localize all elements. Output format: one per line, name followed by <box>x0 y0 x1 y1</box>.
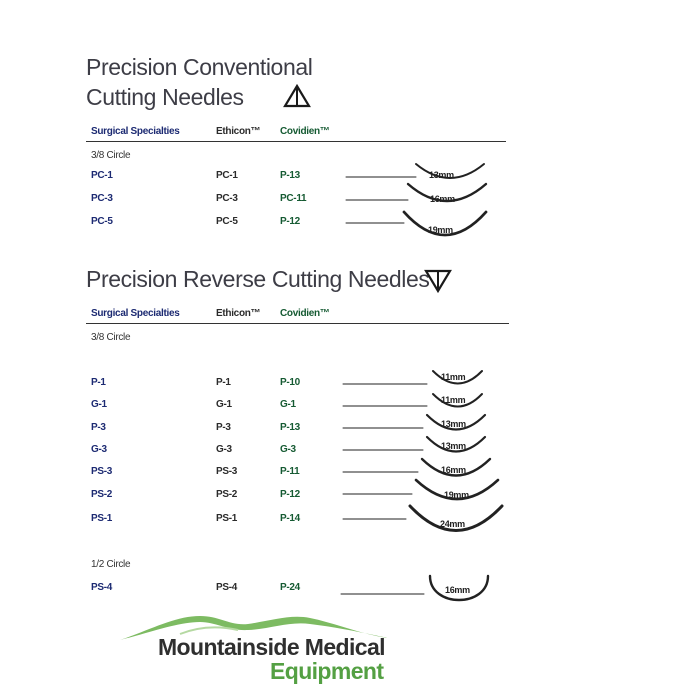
conventional-title-line1: Precision Conventional <box>86 54 313 80</box>
needle-size-label: 16mm <box>445 585 470 595</box>
specialty-cell: PC-5 <box>91 216 113 227</box>
col-header-specialty: Surgical Specialties <box>91 126 180 137</box>
needle-size-label: 13mm <box>441 419 466 429</box>
covidien-cell: P-13 <box>280 422 300 433</box>
logo-text-sub: Equipment <box>270 658 384 684</box>
col-header-ethicon: Ethicon™ <box>216 308 261 319</box>
covidien-cell: P-24 <box>280 582 300 593</box>
ethicon-cell: PC-1 <box>216 170 238 181</box>
circle-type-label: 3/8 Circle <box>91 332 131 343</box>
specialty-cell: PC-1 <box>91 170 113 181</box>
specialty-cell: G-1 <box>91 399 107 410</box>
needle-diagram <box>346 164 484 178</box>
logo-text: Mountainside Medical <box>158 634 385 660</box>
needle-size-label: 16mm <box>441 465 466 475</box>
reverse-title: Precision Reverse Cutting Needles <box>86 266 430 292</box>
ethicon-cell: P-1 <box>216 377 231 388</box>
circle-type-label: 1/2 Circle <box>91 559 131 570</box>
specialty-cell: PS-1 <box>91 513 113 524</box>
needle-diagram <box>343 459 490 476</box>
specialty-cell: PC-3 <box>91 193 113 204</box>
specialty-cell: PS-2 <box>91 489 113 500</box>
ethicon-cell: PS-4 <box>216 582 238 593</box>
covidien-cell: P-11 <box>280 466 300 477</box>
col-header-specialty: Surgical Specialties <box>91 308 180 319</box>
covidien-cell: P-12 <box>280 489 300 500</box>
ethicon-cell: PC-3 <box>216 193 238 204</box>
covidien-cell: P-13 <box>280 170 300 181</box>
ethicon-cell: PS-2 <box>216 489 238 500</box>
col-header-covidien: Covidien™ <box>280 308 330 319</box>
covidien-cell: P-10 <box>280 377 300 388</box>
ethicon-cell: PS-1 <box>216 513 238 524</box>
needle-size-label: 24mm <box>440 519 465 529</box>
needle-size-label: 13mm <box>441 441 466 451</box>
needle-size-label: 11mm <box>441 395 466 405</box>
specialty-cell: P-1 <box>91 377 106 388</box>
specialty-cell: PS-4 <box>91 582 113 593</box>
specialty-cell: P-3 <box>91 422 106 433</box>
needle-size-label: 13mm <box>429 170 454 180</box>
conventional-title-line2: Cutting Needles <box>86 84 244 110</box>
needle-size-label: 19mm <box>428 225 453 235</box>
covidien-cell: PC-11 <box>280 193 307 204</box>
needle-size-label: 16mm <box>430 194 455 204</box>
needle-diagram <box>346 184 486 201</box>
specialty-cell: G-3 <box>91 444 107 455</box>
ethicon-cell: PC-5 <box>216 216 238 227</box>
ethicon-cell: G-1 <box>216 399 232 410</box>
ethicon-cell: G-3 <box>216 444 232 455</box>
covidien-cell: P-14 <box>280 513 300 524</box>
ethicon-cell: PS-3 <box>216 466 238 477</box>
needle-size-label: 19mm <box>444 490 469 500</box>
needle-size-label: 11mm <box>441 372 466 382</box>
col-header-covidien: Covidien™ <box>280 126 330 137</box>
covidien-cell: G-3 <box>280 444 296 455</box>
ethicon-cell: P-3 <box>216 422 231 433</box>
covidien-cell: P-12 <box>280 216 300 227</box>
needle-diagram <box>343 506 502 531</box>
specialty-cell: PS-3 <box>91 466 113 477</box>
covidien-cell: G-1 <box>280 399 296 410</box>
circle-type-label: 3/8 Circle <box>91 150 131 161</box>
needle-diagram <box>343 480 498 499</box>
needle-diagram <box>346 212 486 235</box>
col-header-ethicon: Ethicon™ <box>216 126 261 137</box>
